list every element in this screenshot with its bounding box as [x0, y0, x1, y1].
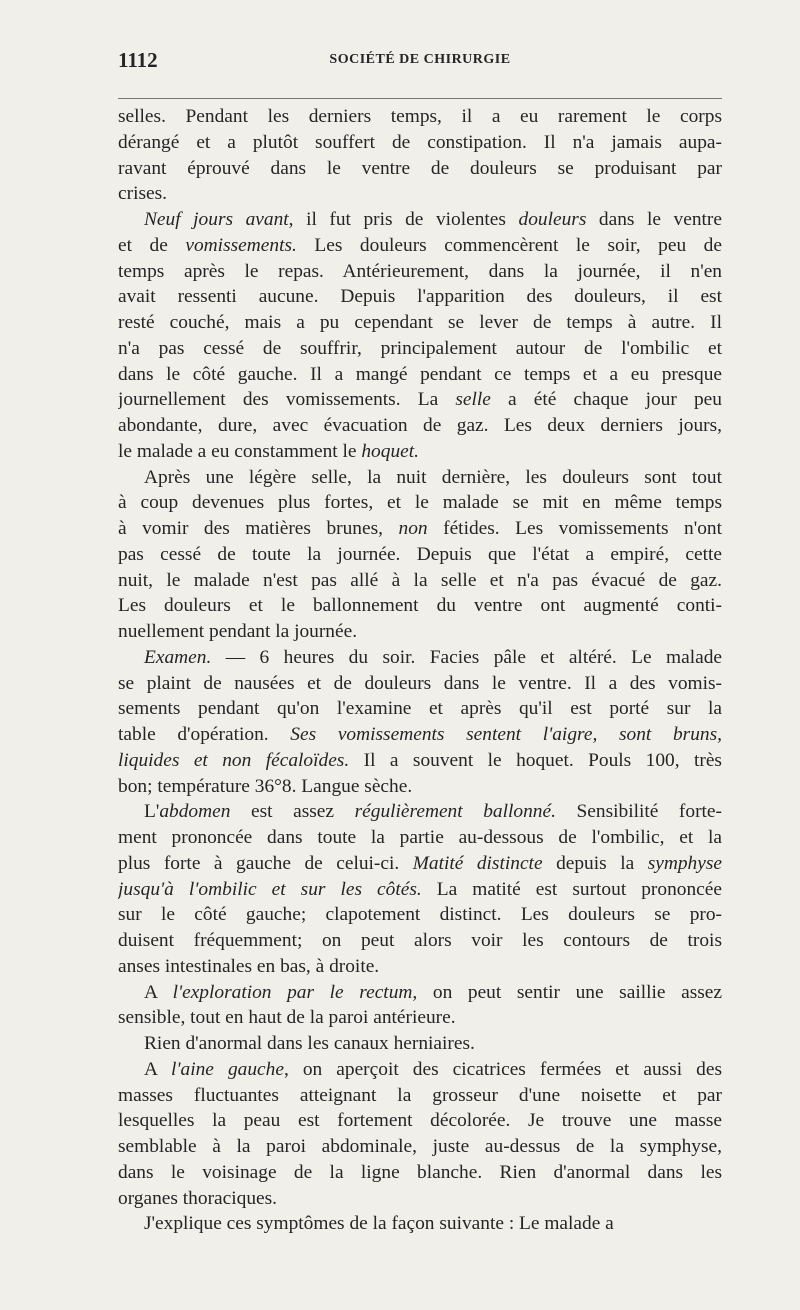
text-segment: L' [144, 801, 160, 823]
text-line [118, 156, 722, 182]
text-segment: fétides. Les vomissements n'ont [427, 518, 722, 539]
text-segment: avait ressenti aucune. Depuis l'apparition des douleurs, il est [118, 286, 722, 308]
text-segment: anses intestinales en bas, à droite. [118, 955, 380, 977]
italic-text: l'aine gauche [170, 1058, 284, 1080]
text-segment: pas cessé de toute la journée. Depuis que l'état a empiré, cette [118, 543, 722, 565]
text-segment: Les douleurs commencèrent le soir, peu de [296, 234, 722, 256]
paragraph-first-line [118, 1211, 722, 1237]
text-segment: Les douleurs et le ballonnement du ventre ont augmenté conti- [118, 595, 722, 617]
text-line [118, 310, 722, 336]
text-segment: à coup devenues plus fortes, et le malade se mit en même temps [118, 492, 722, 514]
paragraph-first-line [118, 1057, 722, 1083]
text-segment: Sensibilité forte- [555, 801, 722, 823]
paragraph-first-line [118, 207, 722, 233]
text-segment: nuit, le malade n'est pas allé à la selle et n'a pas évacué de gaz. [118, 569, 722, 591]
text-line [118, 593, 722, 619]
italic-text: liquides et non fécaloïdes. [118, 749, 350, 771]
text-line [118, 748, 722, 774]
text-segment: sensible, tout en haut de la paroi antérieure. [118, 1007, 456, 1029]
text-line [118, 259, 722, 285]
text-segment: resté couché, mais a pu cependant se lever de temps à autre. Il [118, 312, 722, 333]
italic-text: Matité distincte [412, 852, 543, 874]
text-segment: est assez [230, 801, 355, 823]
text-segment: lesquelles la peau est fortement décolorée. Je trouve une masse [118, 1110, 722, 1132]
text-segment: ravant éprouvé dans le ventre de douleurs se produisant par [118, 157, 722, 179]
text-line [118, 1083, 722, 1109]
text-segment: A [144, 1058, 171, 1080]
italic-text: abdomen [159, 801, 231, 823]
text-line [118, 877, 722, 903]
text-line [118, 104, 722, 130]
page-header [118, 48, 722, 76]
italic-text: Ses vomissements sentent l'aigre, sont bruns, [290, 724, 722, 745]
text-segment: crises. [118, 183, 167, 205]
text-line [118, 490, 722, 516]
text-line [118, 825, 722, 851]
text-segment: à vomir des matières brunes, [118, 518, 399, 539]
running-title: SOCIÉTÉ DE CHIRURGIE [329, 52, 511, 67]
text-line [118, 774, 722, 800]
paragraph-first-line [118, 465, 722, 491]
text-segment: selles. Pendant les derniers temps, il a eu rarement le corps [118, 106, 722, 127]
text-line [118, 516, 722, 542]
text-line [118, 542, 722, 568]
italic-text: l'exploration par le rectum [172, 981, 413, 1003]
page-number: 1112 [118, 48, 158, 72]
text-line [118, 439, 722, 465]
text-line [118, 336, 722, 362]
text-segment: Après une légère selle, la nuit dernière, les douleurs sont tout [144, 466, 722, 488]
italic-text: hoquet. [361, 440, 419, 462]
text-line [118, 902, 722, 928]
italic-text: Neuf jours avant [144, 209, 289, 230]
text-segment: J'explique ces symptômes de la façon suivante : Le malade a [144, 1213, 614, 1235]
text-line [118, 130, 722, 156]
paragraph-first-line [118, 980, 722, 1006]
text-line [118, 722, 722, 748]
text-line [118, 696, 722, 722]
italic-text: Examen. [144, 646, 212, 668]
text-segment: journellement des vomissements. La [118, 389, 456, 411]
text-line [118, 284, 722, 310]
italic-text: vomissements. [185, 234, 297, 256]
paragraph-first-line [118, 1031, 722, 1057]
text-segment: table d'opération. [118, 724, 291, 745]
italic-text: symphyse [647, 852, 722, 874]
text-segment: , on aperçoit des cicatrices fermées et aussi des [283, 1058, 722, 1080]
text-segment: bon; température 36°8. Langue sèche. [118, 775, 413, 797]
text-segment: et de [118, 234, 186, 256]
text-line [118, 1134, 722, 1160]
text-segment: organes thoraciques. [118, 1187, 278, 1209]
text-segment: Il a souvent le hoquet. Pouls 100, très [349, 749, 722, 771]
text-segment: depuis la [542, 852, 648, 874]
italic-text: jusqu'à l'ombilic et sur les côtés. [118, 878, 422, 900]
text-segment: duisent fréquemment; on peut alors voir les contours de trois [118, 930, 722, 951]
text-segment: plus forte à gauche de celui-ci. [118, 852, 413, 874]
body-text [118, 104, 722, 1237]
text-segment: masses fluctuantes atteignant la grosseur d'une noisette et par [118, 1084, 722, 1106]
text-segment: La matité est surtout prononcée [421, 878, 722, 900]
text-line [118, 1108, 722, 1134]
text-line [118, 954, 722, 980]
text-line [118, 181, 722, 207]
text-line [118, 851, 722, 877]
text-segment: dérangé et a plutôt souffert de constipation. Il n'a jamais aupa- [118, 131, 722, 153]
text-segment: a été chaque jour peu [490, 389, 722, 411]
text-segment: abondante, dure, avec évacuation de gaz. Les deux derniers jours, [118, 415, 722, 436]
italic-text: selle [455, 389, 491, 411]
header-rule [118, 98, 722, 99]
text-line [118, 928, 722, 954]
text-segment: , il fut pris de violentes [288, 209, 519, 230]
text-segment: sur le côté gauche; clapotement distinct. Les douleurs se pro- [118, 904, 722, 926]
text-segment: se plaint de nausées et de douleurs dans le ventre. Il a des vomis- [118, 672, 722, 694]
text-segment: Rien d'anormal dans les canaux herniaires. [144, 1033, 475, 1054]
text-line [118, 413, 722, 439]
text-line [118, 619, 722, 645]
text-line [118, 1005, 722, 1031]
text-line [118, 362, 722, 388]
italic-text: douleurs [518, 209, 587, 230]
text-segment: ment prononcée dans toute la partie au-dessous de l'ombilic, et la [118, 827, 722, 848]
italic-text: régulièrement ballonné. [354, 801, 556, 823]
text-segment: sements pendant qu'on l'examine et après qu'il est porté sur la [118, 698, 722, 720]
text-segment: — 6 heures du soir. Facies pâle et altéré. Le malade [211, 646, 722, 668]
text-segment: dans le voisinage de la ligne blanche. Rien d'anormal dans les [118, 1161, 722, 1183]
text-line [118, 568, 722, 594]
text-segment: le malade a eu constamment le [118, 440, 362, 462]
text-segment: temps après le repas. Antérieurement, dans la journée, il n'en [118, 260, 722, 282]
italic-text: non [398, 518, 428, 539]
text-line [118, 233, 722, 259]
text-line [118, 1186, 722, 1212]
text-segment: A [144, 981, 173, 1003]
paragraph-first-line [118, 799, 722, 825]
text-line [118, 671, 722, 697]
text-segment: , on peut sentir une saillie assez [412, 981, 722, 1003]
text-segment: n'a pas cessé de souffrir, principalement autour de l'ombilic et [118, 337, 722, 359]
text-segment: dans le ventre [586, 209, 722, 230]
paragraph-first-line [118, 645, 722, 671]
text-line [118, 387, 722, 413]
text-segment: dans le côté gauche. Il a mangé pendant ce temps et a eu presque [118, 363, 722, 385]
text-segment: nuellement pendant la journée. [118, 621, 358, 642]
text-segment: semblable à la paroi abdominale, juste au-dessus de la symphyse, [118, 1136, 722, 1157]
text-line [118, 1160, 722, 1186]
